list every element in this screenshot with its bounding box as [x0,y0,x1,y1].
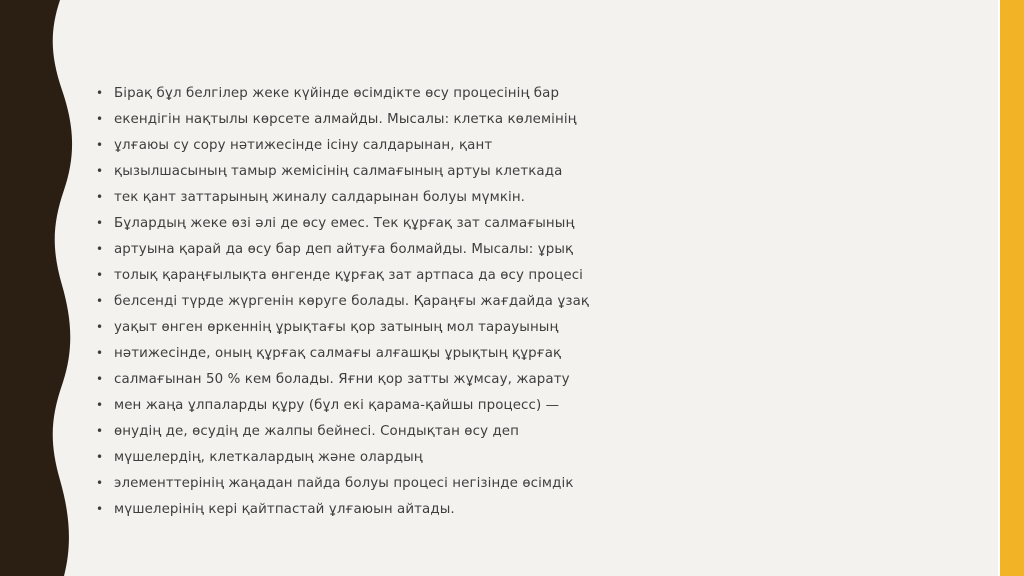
bullet-line [96,418,656,444]
bullet-icon: • [96,268,104,282]
bullet-icon: • [96,294,104,308]
bullet-text: мүшелердің, клеткалардың және олардың [114,450,423,465]
bullet-text: қызылшасының тамыр жемісінің салмағының артуы клеткада [114,164,563,179]
bullet-text: уақыт өнген өркеннің ұрықтағы қор затының мол тарауының [114,320,559,335]
bullet-text: екендігін нақтылы көрсете алмайды. Мысалы: клетка көлемінің [114,112,577,127]
bullet-line [96,132,656,158]
bullet-text: толық қараңғылықта өнгенде құрғақ зат артпаса да өсу процесі [114,268,583,283]
bullet-line [96,340,656,366]
bullet-line [96,210,656,236]
bullet-text: Бұлардың жеке өзі әлі де өсу емес. Тек құрғақ зат салмағының [114,216,575,231]
bullet-icon: • [96,190,104,204]
bullet-line [96,314,656,340]
bullet-line [96,80,656,106]
bullet-line [96,184,656,210]
bullet-line [96,262,656,288]
bullet-icon: • [96,242,104,256]
bullet-line [96,158,656,184]
bullet-line [96,496,656,522]
bullet-icon: • [96,476,104,490]
bullet-text: белсенді түрде жүргенін көруге болады. Қараңғы жағдайда ұзақ [114,294,590,309]
bullet-text: артуына қарай да өсу бар деп айтуға болмайды. Мысалы: ұрық [114,242,574,257]
bullet-icon: • [96,398,104,412]
bullet-text: элементтерінің жаңадан пайда болуы процесі негізінде өсімдік [114,476,574,491]
bullet-list [96,80,656,522]
bullet-text: ұлғаюы су сору нәтижесінде ісіну салдарынан, қант [114,138,493,153]
bullet-line [96,366,656,392]
bullet-text: тек қант заттарының жиналу салдарынан болуы мүмкін. [114,190,526,205]
bullet-line [96,444,656,470]
bullet-icon: • [96,138,104,152]
bullet-line [96,392,656,418]
left-decorative-band [0,0,90,576]
bullet-icon: • [96,424,104,438]
bullet-icon: • [96,86,104,100]
bullet-icon: • [96,320,104,334]
bullet-icon: • [96,450,104,464]
bullet-line [96,106,656,132]
bullet-icon: • [96,164,104,178]
bullet-text: Бірақ бұл белгілер жеке күйінде өсімдікте өсу процесінің бар [114,86,560,101]
bullet-text: өнудің де, өсудің де жалпы бейнесі. Сондықтан өсу деп [114,424,519,439]
bullet-text: мүшелерінің кері қайтпастай ұлғаюын айтады. [114,502,455,517]
bullet-icon: • [96,216,104,230]
accent-stripe [1000,0,1024,576]
bullet-text: нәтижесінде, оның құрғақ салмағы алғашқы ұрықтың құрғақ [114,346,562,361]
bullet-line [96,470,656,496]
bullet-line [96,236,656,262]
bullet-text: салмағынан 50 % кем болады. Яғни қор затты жұмсау, жарату [114,372,570,387]
wavy-edge-shape [0,0,72,576]
bullet-line [96,288,656,314]
bullet-icon: • [96,112,104,126]
bullet-icon: • [96,346,104,360]
bullet-icon: • [96,502,104,516]
bullet-icon: • [96,372,104,386]
bullet-text: мен жаңа ұлпаларды құру (бұл екі қарама-қайшы процесс) — [114,398,560,413]
